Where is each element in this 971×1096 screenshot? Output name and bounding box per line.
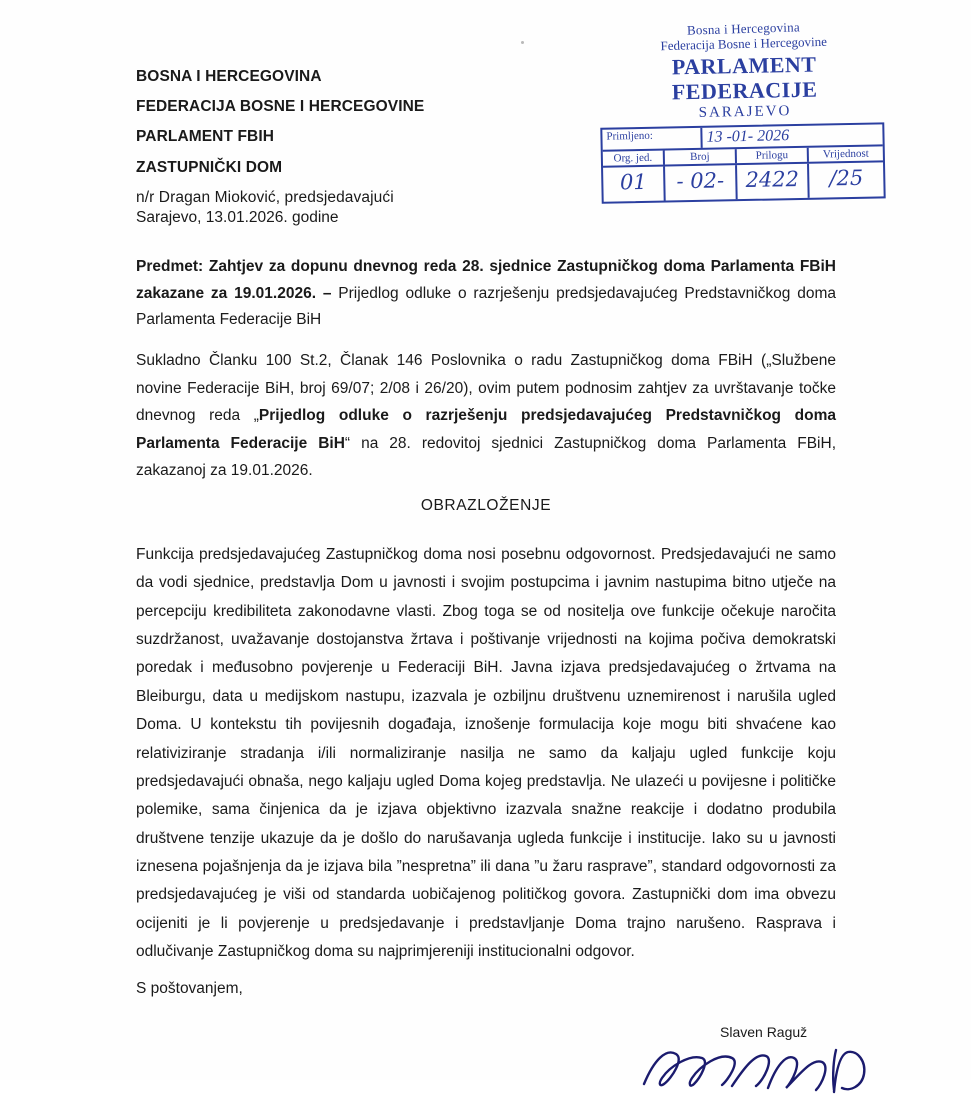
reception-stamp <box>598 19 891 203</box>
closing-line: S poštovanjem, <box>136 980 243 997</box>
subject-line <box>136 254 836 334</box>
addressee-line-4: ZASTUPNIČKI DOM <box>136 158 283 176</box>
addressee-line-3: PARLAMENT FBIH <box>136 128 275 146</box>
signer-name: Slaven Raguž <box>720 1024 808 1040</box>
stamp-value-org: 01 <box>603 166 666 201</box>
addressee-line-2: FEDERACIJA BOSNE I HERCEGOVINE <box>136 98 425 116</box>
stamp-line-country: Bosna i Hercegovina <box>686 19 801 38</box>
paragraph-explanation: Funkcija predsjedavajućeg Zastupničkog doma nosi posebnu odgovornost. Predsjedavajući ne samo da vodi sjednice, predstavlja Dom u javnosti i svojim postupcima i javnim nastupima bitno utječe na percepciju kredibiliteta zakonodavne vlasti. Zbog toga se od nositelja ove funkcije očekuje naročita suzdržanost, uvažavanje dostojanstva žrtava i poštivanje vrijednosti na kojima počiva demokratski poredak i međusobno povjerenje u Federaciji BiH. Javna izjava predsjedavajućeg o žrtvama na Bleiburgu, data u medijskom nastupu, izazvala je ozbiljnu društvenu uznemirenost i narušila ugled Doma. U kontekstu tih povijesnih događaja, iznošenje formulacija koje mogu biti shvaćene kao relativiziranje stradanja i/ili normaliziranje nasilja ne samo da kaljaju ugled funkcije koju predsjedavajući obnaša, nego kaljaju ugled Doma kojeg predstavlja. Ne ulazeći u povijesne i političke polemike, sama činjenica da je izjava objektivno izazvala snažne reakcije i dodatno produbila društvene tenzije ukazuje da je došlo do narušavanja ugleda funkcije i institucije. Iako su u javnosti iznesena pojašnjenja da je izjava bila ”nespretna” ili dana ”u žaru rasprave”, standard odgovornosti za predsjedavajućeg je viši od standarda uobičajenog političkog govora. Zastupnički dom ima obvezu ocijeniti je li povjerenje u predsjedavanje i predstavljanje Doma trajno narušeno. Rasprava i odlučivanje Zastupničkog doma su najprimjereniji institucionalni odgovor. <box>136 546 836 961</box>
stamp-col-broj: Broj <box>665 149 737 164</box>
page-speck <box>521 41 524 44</box>
section-title-obrazlozenje: OBRAZLOŽENJE <box>420 497 552 514</box>
paragraph-request-bold: Prijedlog odluke o razrješenju predsjedavajućeg Predstavničkog doma Parlamenta Federacije BiH <box>136 407 836 452</box>
stamp-row-values <box>603 162 884 201</box>
paragraph-request <box>136 347 836 485</box>
paragraph-request-part-a: Sukladno Članku 100 St.2, Članak 146 Poslovnika o radu Zastupničkog doma FBiH („Službene novine Federacije BiH, broj 69/07; 2/08 i 26/20), ovim putem podnosim zahtjev za uvrštavanje točke dnevnog reda „ <box>136 352 836 425</box>
stamp-value-prilog: 2422 <box>737 163 810 198</box>
stamp-received-value: 13 -01- 2026 <box>706 126 790 146</box>
addressee-line-5: n/r Dragan Mioković, predsjedavajući <box>136 188 394 206</box>
handwritten-signature <box>636 1040 936 1096</box>
paragraph-request-part-c: “ na 28. redovitoj sjednici Zastupničkog doma Parlamenta FBiH, zakazanoj za 19.01.2026. <box>136 434 837 480</box>
stamp-value-vrijednost: /25 <box>829 165 864 191</box>
subject-bold: Predmet: Zahtjev za dopunu dnevnog reda 28. sjednice Zastupničkog doma Parlamenta FBiH zakazane za 19.01.2026. – <box>136 258 836 302</box>
stamp-line-parliament: PARLAMENT FEDERACIJE <box>671 51 818 105</box>
stamp-col-org: Org. jed. <box>603 150 665 165</box>
subject-rest: Prijedlog odluke o razrješenju predsjedavajućeg Predstavničkog doma Parlamenta Federacije BiH <box>136 284 836 329</box>
stamp-col-prilog: Prilogu <box>737 148 809 163</box>
addressee-line-1: BOSNA I HERCEGOVINA <box>136 68 322 85</box>
addressee-block <box>136 62 424 213</box>
stamp-line-federation: Federacija Bosne i Hercegovine <box>660 33 828 54</box>
place-and-date: Sarajevo, 13.01.2026. godine <box>136 209 339 226</box>
stamp-line-city: SARAJEVO <box>698 103 792 122</box>
stamp-header <box>598 19 890 124</box>
stamp-col-vrijednost: Vrijednost <box>822 147 869 161</box>
stamp-value-broj: - 02- <box>665 165 738 200</box>
stamp-received-label: Primljeno: <box>602 128 702 150</box>
stamp-table <box>600 122 885 203</box>
